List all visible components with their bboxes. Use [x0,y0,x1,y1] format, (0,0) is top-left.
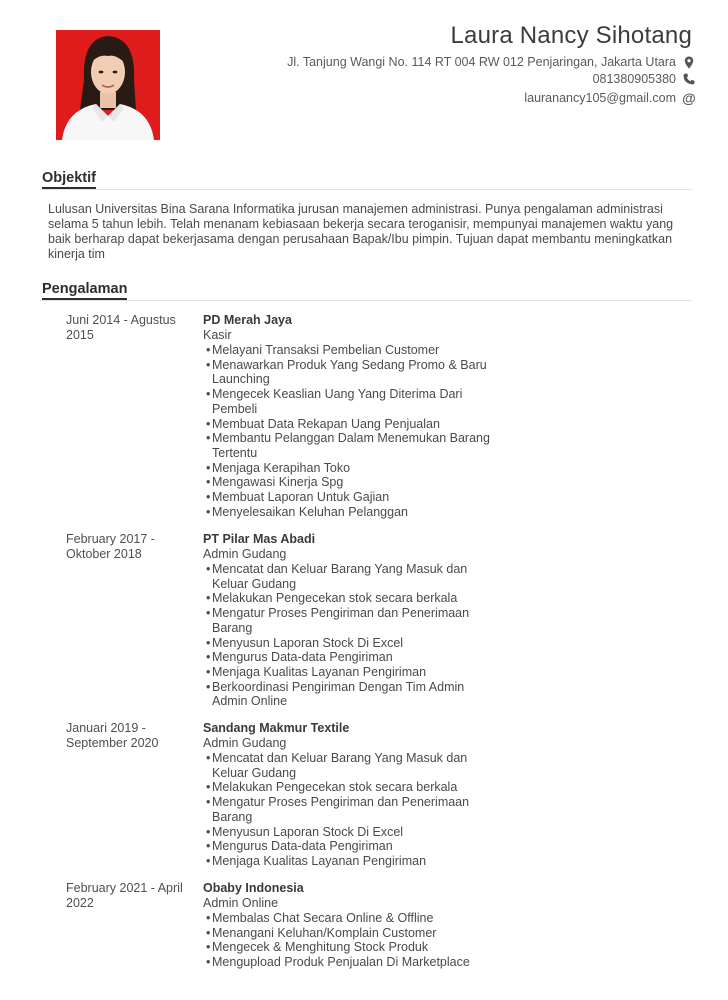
duty-item: • Mencatat dan Keluar Barang Yang Masuk dan Keluar Gudang [203,751,493,780]
job-company: Sandang Makmur Textile [203,721,350,735]
job-dates: February 2021 - April 2022 [66,881,183,910]
duty-item: • Membantu Pelanggan Dalam Menemukan Barang Tertentu [203,431,493,460]
experience-divider [40,300,692,301]
job-duties [203,911,493,970]
job-company: PT Pilar Mas Abadi [203,532,316,546]
duty-item: • Menyusun Laporan Stock Di Excel [203,825,493,840]
at-sign-icon: @ [682,90,696,106]
job-duties [203,562,493,709]
duty-item: • Mengatur Proses Pengiriman dan Penerimaan Barang [203,795,493,824]
duty-item: • Melayani Transaksi Pembelian Customer [203,343,493,358]
duty-item: • Berkoordinasi Pengiriman Dengan Tim Admin Admin Online [203,680,493,709]
duty-item: • Melakukan Pengecekan stok secara berkala [203,780,493,795]
address-line [287,55,696,69]
duty-item: • Membalas Chat Secara Online & Offline [203,911,493,926]
duty-item: • Menjaga Kualitas Layanan Pengiriman [203,854,493,869]
objective-heading: Objektif [42,170,96,189]
duty-item: • Menyusun Laporan Stock Di Excel [203,636,493,651]
job-company: Obaby Indonesia [203,881,304,895]
duty-item: • Membuat Laporan Untuk Gajian [203,490,493,505]
duty-item: • Mengecek Keaslian Uang Yang Diterima Dari Pembeli [203,387,493,416]
phone-icon [682,72,696,86]
job-role: Kasir [203,328,232,342]
job-role: Admin Gudang [203,547,287,561]
duty-item: • Menangani Keluhan/Komplain Customer [203,926,493,941]
applicant-name: Laura Nancy Sihotang [450,22,692,49]
job-dates: Januari 2019 - September 2020 [66,721,159,750]
duty-item: • Melakukan Pengecekan stok secara berkala [203,591,493,606]
job-role: Admin Online [203,896,279,910]
duty-item: • Mengawasi Kinerja Spg [203,475,493,490]
duty-item: • Menawarkan Produk Yang Sedang Promo & Baru Launching [203,358,493,387]
objective-divider [40,189,692,190]
job-dates: February 2017 - Oktober 2018 [66,532,155,561]
phone-line [593,72,696,86]
duty-item: • Mengurus Data-data Pengiriman [203,839,493,854]
duty-item: • Menjaga Kerapihan Toko [203,461,493,476]
duty-item: • Membuat Data Rekapan Uang Penjualan [203,417,493,432]
duty-item: • Mengurus Data-data Pengiriman [203,650,493,665]
address-text: Jl. Tanjung Wangi No. 114 RT 004 RW 012 Penjaringan, Jakarta Utara [287,55,676,69]
profile-photo [56,30,160,140]
job-duties [203,751,493,869]
duty-item: • Mengupload Produk Penjualan Di Marketplace [203,955,493,970]
map-pin-icon [682,55,696,69]
job-duties [203,343,493,519]
phone-text: 081380905380 [592,72,676,86]
duty-item: • Menyelesaikan Keluhan Pelanggan [203,505,493,520]
email-line [524,91,696,105]
duty-item: • Mencatat dan Keluar Barang Yang Masuk dan Keluar Gudang [203,562,493,591]
email-text: lauranancy105@gmail.com [524,91,676,105]
job-dates: Juni 2014 - Agustus 2015 [66,313,176,342]
duty-item: • Mengecek & Menghitung Stock Produk [203,940,493,955]
job-company: PD Merah Jaya [203,313,292,327]
duty-item: • Menjaga Kualitas Layanan Pengiriman [203,665,493,680]
experience-heading: Pengalaman [42,281,127,300]
objective-text: Lulusan Universitas Bina Sarana Informatika jurusan manajemen administrasi. Punya pengalaman administrasi selama 5 tahun lebih. Telah menanam kebiasaan bekerja secara teroganisir, mempunyai manajemen waktu yang baik berharap dapat bekerjasama dengan perusahaan Bapak/Ibu pimpin. Tujuan dapat membantu meningkatkan kinerja tim [48,202,674,261]
job-role: Admin Gudang [203,736,287,750]
duty-item: • Mengatur Proses Pengiriman dan Penerimaan Barang [203,606,493,635]
